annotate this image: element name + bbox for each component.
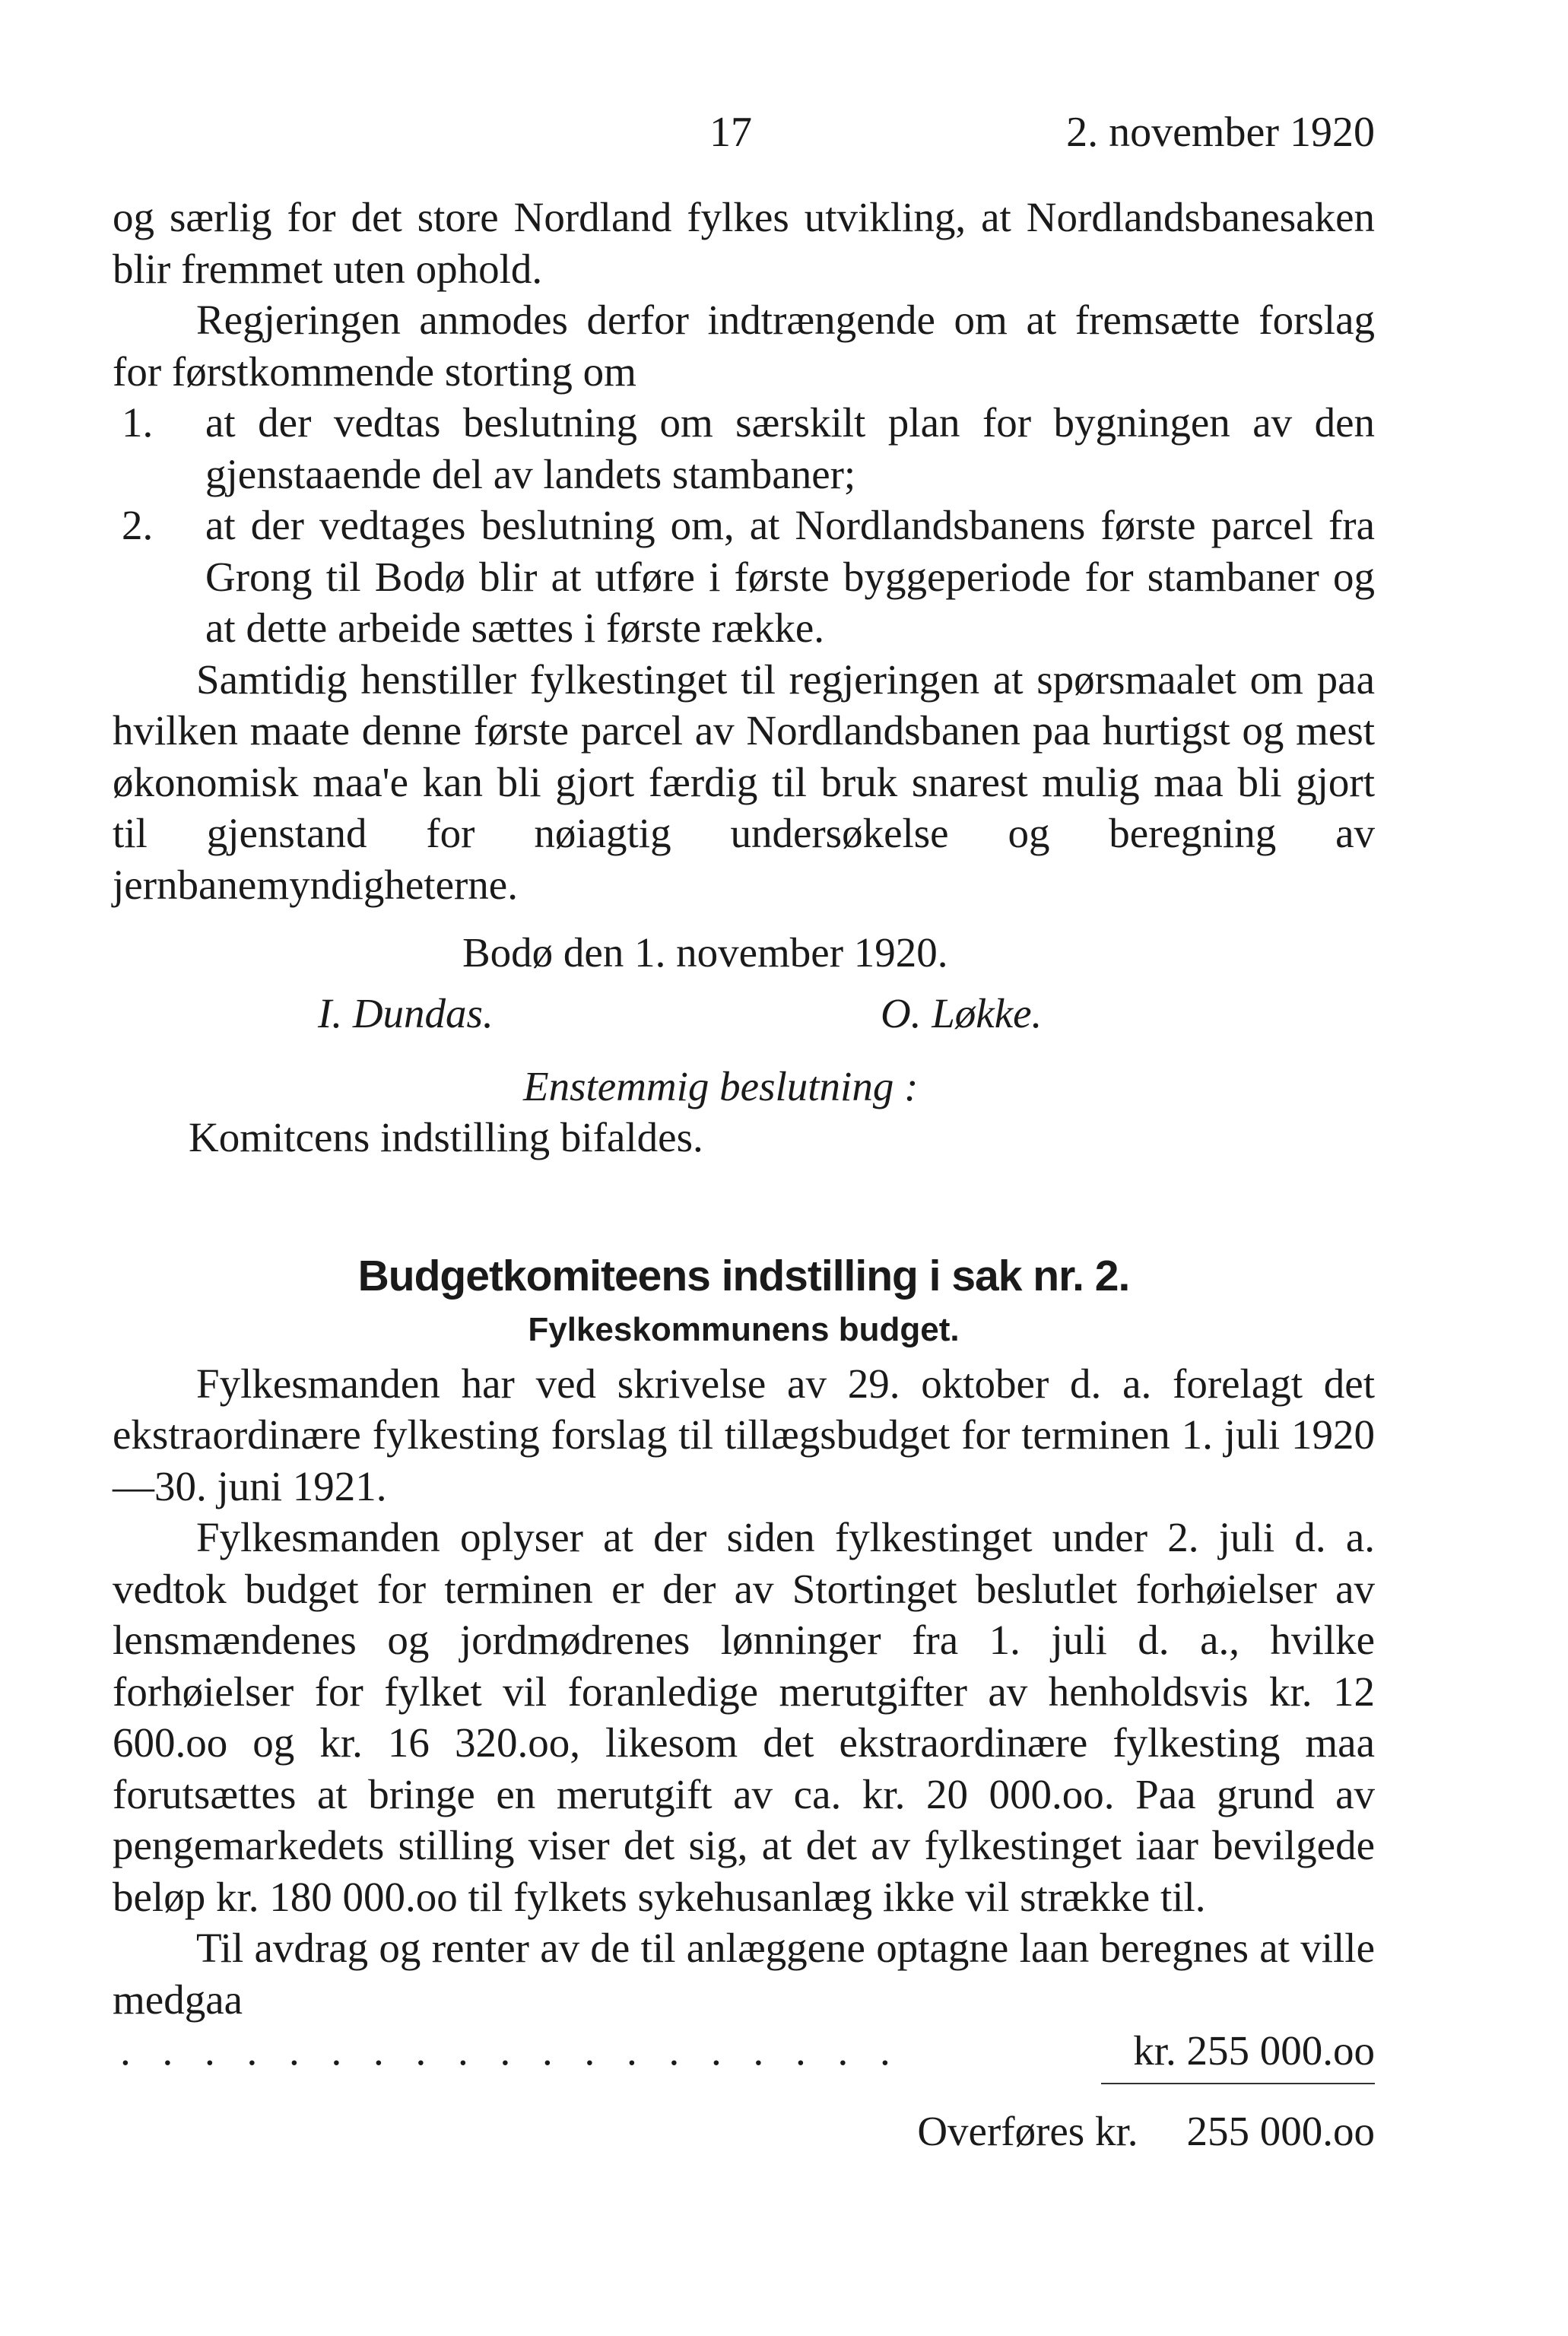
paragraph-budget-details: Fylkesmanden oplyser at der siden fylkestinget under 2. juli d. a. vedtok budget for terminen er der av Stortinget beslutlet forhøielser av lensmændenes og jordmødrenes lønninger fra 1. juli d. a., hvilke forhøielser for fylket vil foranledige merutgifter av henholdsvis kr. 12 600.oo og kr. 16 320.oo, likesom det ekstraordinære fylkesting maa forutsættes at bringe en merutgift av ca. kr. 20 000.oo. Paa grund av pengemarkedets stilling viser det sig, at det av fylkestinget iaar bevilgede beløp kr. 180 000.oo til fylkets sykehusanlæg ikke vil strække til. [113,1514,1375,1920]
decision-heading: Enstemmig beslutning : [523,1062,919,1109]
signature-left: I. Dundas. [318,989,494,1036]
amount-line [113,2025,1375,2077]
page-header [113,108,1375,161]
amount-value: kr. 255 000.oo [1133,2027,1375,2074]
section-title: Budgetkomiteens indstilling i sak nr. 2. [357,1251,1130,1300]
list-number: 1. [122,399,154,446]
section-subtitle: Fylkeskommunens budget. [528,1310,960,1348]
paragraph-request: Regjeringen anmodes derfor indtrængende om at fremsætte forslag for førstkommende storting om [113,297,1375,395]
transfer-label: Overføres kr. [917,2107,1138,2154]
document-body [113,192,1375,2157]
place-date: Bodø den 1. november 1920. [462,929,948,976]
list-text: at der vedtas beslutning om særskilt plan for bygningen av den gjenstaaende del av landets stambaner; [205,399,1375,497]
sum-rule [1101,2083,1375,2084]
page-number: 17 [709,109,752,156]
decision-text: Komitcens indstilling bifaldes. [189,1114,703,1160]
header-date: 2. november 1920 [1066,109,1375,156]
list-text: at der vedtages beslutning om, at Nordlandsbanens første parcel fra Grong til Bodø blir at utføre i første byggeperiode for stambaner og at dette arbeide sættes i første række. [205,502,1375,651]
signature-right: O. Løkke. [881,989,1043,1036]
paragraph-continuation: og særlig for det store Nordland fylkes utvikling, at Nordlandsbanesaken blir fremmet uten ophold. [113,194,1375,292]
dot-leader: . . . . . . . . . . . . . . . . . . . [120,2027,901,2074]
list-item-1 [113,397,1375,500]
transfer-value: 255 000.oo [1186,2107,1375,2154]
transfer-line [113,2106,1375,2157]
paragraph-budget-intro: Fylkesmanden har ved skrivelse av 29. oktober d. a. forelagt det ekstraordinære fylkesting forslag til tillægsbudget for terminen 1. juli 1920—30. juni 1921. [113,1360,1375,1509]
list-item-2 [113,500,1375,654]
signatures [113,979,1375,1041]
list-number: 2. [122,502,154,548]
paragraph-recommendation: Samtidig henstiller fylkestinget til regjeringen at spørsmaalet om paa hvilken maate denne første parcel av Nordlandsbanen paa hurtigst og mest økonomisk maa'e kan bli gjort færdig til bruk snarest mulig maa bli gjort til gjenstand for nøiagtig undersøkelse og beregning av jernbanemyndigheterne. [113,655,1375,908]
paragraph-loan-costs: Til avdrag og renter av de til anlæggene optagne laan beregnes at ville medgaa [113,1925,1375,2023]
